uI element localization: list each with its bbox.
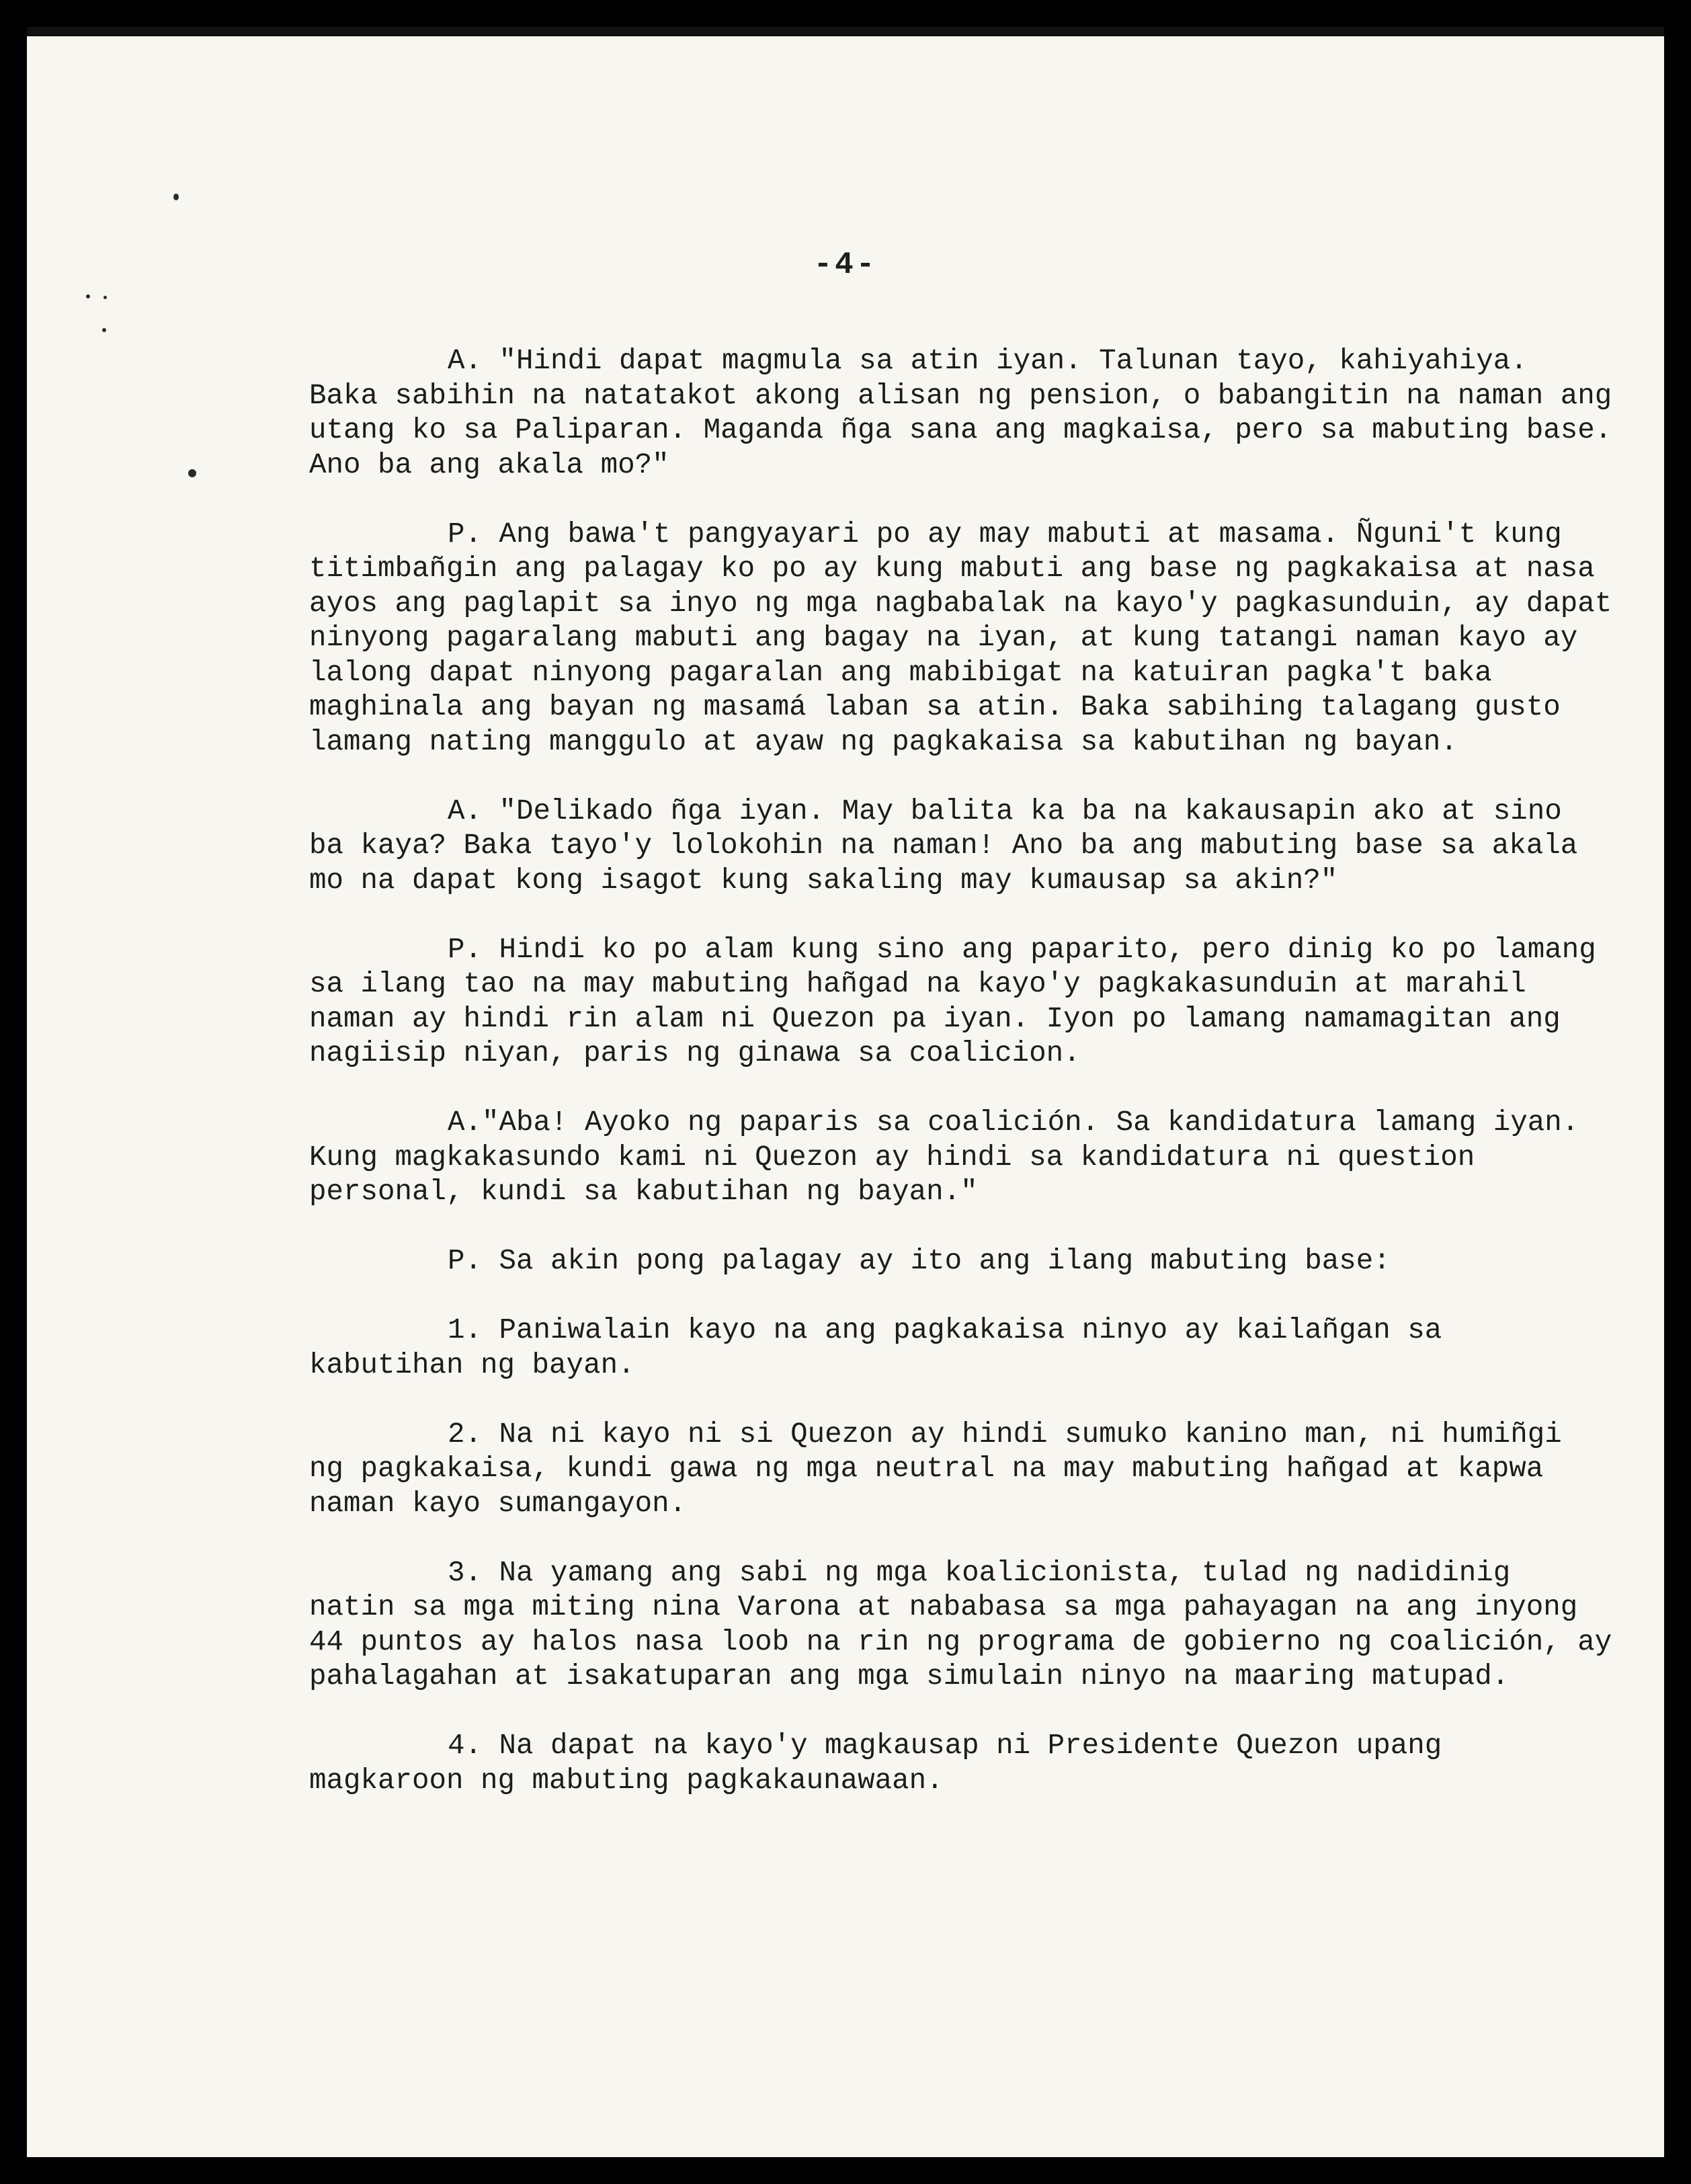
paragraph: A. "Delikado ñga iyan. May balita ka ba na kakausapin ako at sino ba kaya? Baka tayo'y lolokohin na naman! Ano ba ang mabuting base sa akala mo na dapat kong isagot kung sakaling may kumausap sa akin?" bbox=[309, 795, 1578, 897]
typed-text-body bbox=[309, 344, 1613, 1833]
paragraph: A."Aba! Ayoko ng paparis sa coalición. Sa kandidatura lamang iyan. Kung magkakasundo kami ni Quezon ay hindi sa kandidatura ni question personal, kundi sa kabutihan ng bayan." bbox=[309, 1106, 1579, 1208]
paragraph: A. "Hindi dapat magmula sa atin iyan. Talunan tayo, kahiyahiya. Baka sabihin na natatakot akong alisan ng pension, o babangitin na naman ang utang ko sa Paliparan. Maganda ñga sana ang magkaisa, pero sa mabuting base. Ano ba ang akala mo?" bbox=[309, 345, 1612, 481]
list-item: 1. Paniwalain kayo na ang pagkakaisa ninyo ay kailañgan sa kabutihan ng bayan. bbox=[309, 1314, 1442, 1381]
paragraph: P. Hindi ko po alam kung sino ang paparito, pero dinig ko po lamang sa ilang tao na may mabuting hañgad na kayo'y pagkakasunduin at marahil naman ay hindi rin alam ni Quezon pa iyan. Iyon po lamang namamagitan ang nagiisip niyan, paris ng ginawa sa coalicion. bbox=[309, 933, 1596, 1069]
paragraph: P. Ang bawa't pangyayari po ay may mabuti at masama. Ñguni't kung titimbañgin ang palagay ko po ay kung mabuti ang base ng pagkakaisa at nasa ayos ang paglapit sa inyo ng mga nagbabalak na kayo'y pagkasunduin, ay dapat ninyong pagaralang mabuti ang bagay na iyan, at kung tatangi naman kayo ay lalong dapat ninyong pagaralan ang mabibigat na katuiran pagka't baka maghinala ang bayan ng masamá laban sa atin. Baka sabihing talagang gusto lamang nating manggulo at ayaw ng pagkakaisa sa kabutihan ng bayan. bbox=[309, 518, 1612, 758]
ink-speck bbox=[86, 294, 90, 298]
ink-speck bbox=[102, 328, 106, 332]
list-item: 2. Na ni kayo ni si Quezon ay hindi sumuko kanino man, ni humiñgi ng pagkakaisa, kundi gawa ng mga neutral na may mabuting hañgad at kapwa naman kayo sumangayon. bbox=[309, 1418, 1562, 1520]
page-number: -4- bbox=[813, 247, 878, 282]
ink-speck bbox=[173, 194, 179, 200]
ink-speck bbox=[104, 296, 107, 299]
list-item: 4. Na dapat na kayo'y magkausap ni Presidente Quezon upang magkaroon ng mabuting pagkakaunawaan. bbox=[309, 1730, 1442, 1797]
document-page bbox=[27, 27, 1664, 2157]
paragraph: P. Sa akin pong palagay ay ito ang ilang mabuting base: bbox=[448, 1245, 1391, 1277]
list-item: 3. Na yamang ang sabi ng mga koalicionista, tulad ng nadidinig natin sa mga miting nina Varona at nababasa sa mga pahayagan na ang inyong 44 puntos ay halos nasa loob na rin ng programa de gobierno ng coalición, ay pahalagahan at isakatuparan ang mga simulain ninyo na maaring matupad. bbox=[309, 1556, 1612, 1693]
ink-speck bbox=[188, 469, 196, 477]
top-edge-shadow bbox=[27, 27, 1664, 36]
